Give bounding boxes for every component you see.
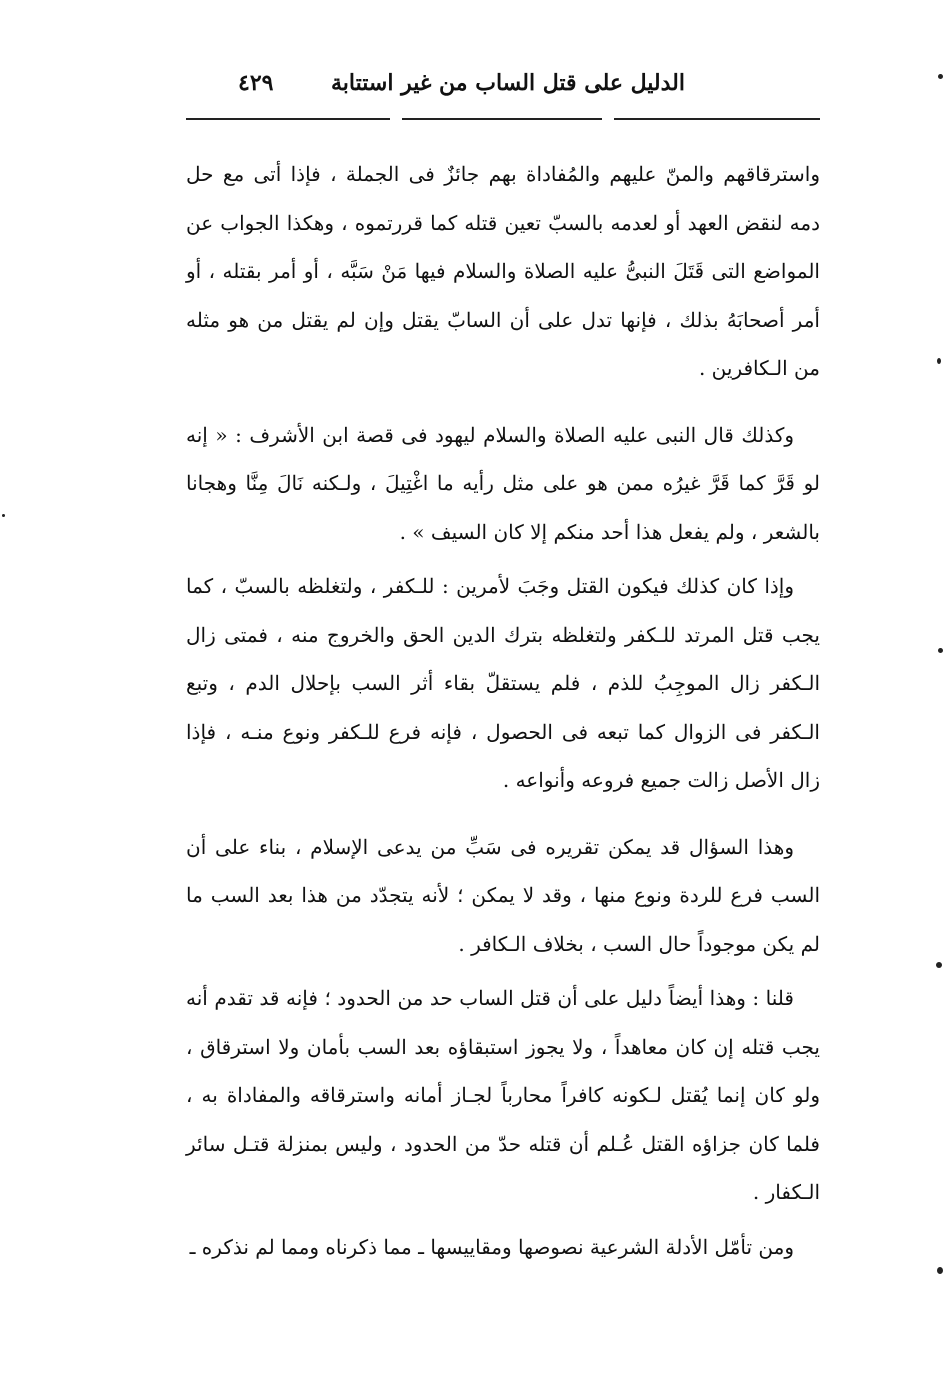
page-number: ٤٢٩ bbox=[238, 70, 274, 96]
scan-speck bbox=[936, 962, 942, 968]
paragraph-1: واسترقاقهم والمنّ عليهم والمُفاداة بهم جائزٌ فى الجملة ، فإذا أتى مع حل دمه لنقض العهد أو لعدمه بالسبّ تعين قتله كما قررتموه ، وهكذا الجواب عن المواضع التى قَتَلَ النبىُّ عليه الصلاة والسلام فيها مَنْ سَبَّه ، أو أمر بقتله ، أو أمر أصحابَهُ بذلك ، فإنها تدل على أن السابّ يقتل وإن لم يقتل من هو مثله من الـكافرين . bbox=[186, 162, 820, 380]
paragraph-4: وهذا السؤال قد يمكن تقريره فى سَبِّ من يدعى الإسلام ، بناء على أن السب فرع للردة ونوع منها ، وقد لا يمكن ؛ لأنه يتجدّد من هذا بعد السب ما لم يكن موجوداً حال السب ، بخلاف الـكافر . bbox=[186, 834, 820, 956]
scan-speck bbox=[937, 358, 941, 364]
scan-speck bbox=[938, 648, 943, 653]
body-text bbox=[186, 150, 820, 1271]
running-header bbox=[186, 60, 820, 116]
header-rule-left bbox=[186, 118, 390, 120]
scan-speck bbox=[2, 514, 5, 517]
scan-speck bbox=[937, 1267, 943, 1274]
running-title: الدليل على قتل الساب من غير استتابة bbox=[331, 70, 685, 96]
paragraph-2: وكذلك قال النبى عليه الصلاة والسلام ليهود فى قصة ابن الأشرف : « إنه لو قَرَّ كما قَرَّ غيرُه ممن هو على مثل رأيه ما اغْتِيلَ ، ولـكنه نَالَ مِنَّا وهجانا بالشعر ، ولم يفعل هذا أحد منكم إلا كان السيف » . bbox=[186, 422, 820, 544]
scan-speck bbox=[938, 74, 943, 79]
paragraph-5: قلنا : وهذا أيضاً دليل على أن قتل الساب حد من الحدود ؛ فإنه قد تقدم أنه يجب قتله إن كان معاهداً ، ولا يجوز استبقاؤه بعد السب بأمان ولا استرقاق ، ولو كان إنما يُقتل لـكونه كافراً محارباً لجـاز أمانه واسترقاقه والمفاداة به ، فلما كان جزاؤه القتل عُـلم أن قتله حدّ من الحدود ، وليس بمنزلة قتـل سائر الـكفار . bbox=[186, 986, 820, 1204]
header-rule-middle bbox=[402, 118, 602, 120]
paragraph-3: وإذا كان كذلك فيكون القتل وجَبَ لأمرين : للـكفر ، ولتغلظه بالسبّ ، كما يجب قتل المرتد للـكفر ولتغلظه بترك الدين الحق والخروج منه ، فمتى زال الـكفر زال الموجِبُ للذم ، فلم يستقلّ بقاء أثر السب بإحلال الدم ، وتبع الـكفر فى الزوال كما تبعه فى الحصول ، فإنه فرع للـكفر ونوع منـه ، فإذا زال الأصل زالت جميع فروعه وأنواعه . bbox=[186, 574, 820, 792]
header-rule-right bbox=[614, 118, 820, 120]
paragraph-6: ومن تأمّل الأدلة الشرعية نصوصها ومقاييسها ـ مما ذكرناه ومما لم نذكره ـ bbox=[189, 1234, 794, 1259]
